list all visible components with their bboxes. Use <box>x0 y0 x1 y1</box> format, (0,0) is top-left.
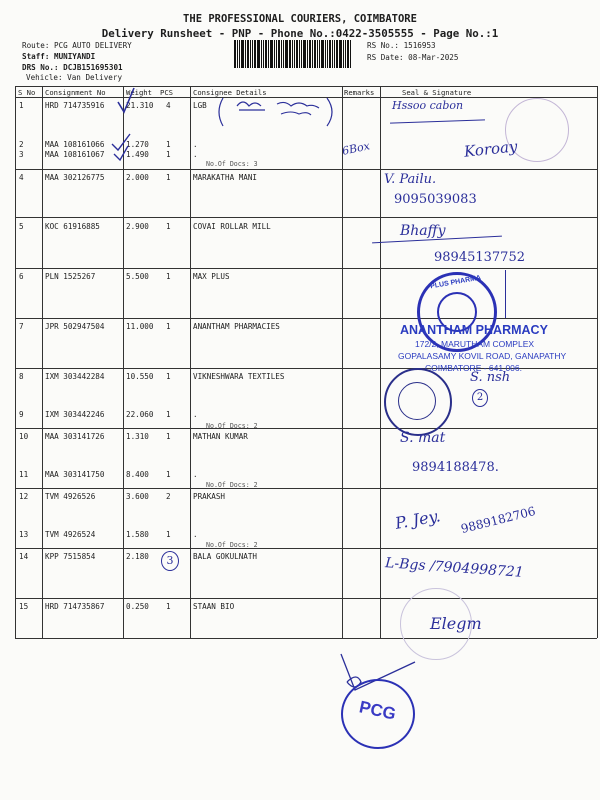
cell-weight: 2.000 <box>126 173 149 182</box>
cell-pcs: 4 <box>166 101 171 110</box>
barcode-bar <box>350 40 351 68</box>
checkmark-icons <box>110 82 150 192</box>
col-header-remarks: Remarks <box>344 88 375 97</box>
barcode-bar <box>301 40 302 68</box>
barcode <box>234 40 354 68</box>
staff-line <box>22 52 95 61</box>
cell-sno: 5 <box>19 222 24 231</box>
staff-value: MUNIYANDI <box>54 52 96 61</box>
cell-pcs: 1 <box>166 222 171 231</box>
barcode-bar <box>347 40 349 68</box>
pharmacy-stamp-addr1: 172/2, MARUTHAM COMPLEX <box>415 339 535 349</box>
cell-consignee: . <box>193 140 198 149</box>
cell-sno: 14 <box>19 552 29 561</box>
barcode-bar <box>292 40 293 68</box>
cell-sno: 3 <box>19 150 24 159</box>
consignee-scribble <box>215 96 345 130</box>
vehicle-line <box>26 73 122 82</box>
cell-pcs: 1 <box>166 272 171 281</box>
table-top-rule <box>15 86 597 87</box>
cell-sno: 2 <box>19 140 24 149</box>
rs-date-value: 08-Mar-2025 <box>408 53 459 62</box>
signature-row5-phone: 98945137752 <box>434 250 525 265</box>
cell-consignee: COVAI ROLLAR MILL <box>193 222 271 231</box>
cell-consignee: STAAN BIO <box>193 602 235 611</box>
column-rule <box>15 86 16 638</box>
cell-weight: 1.310 <box>126 432 149 441</box>
barcode-bar <box>314 40 316 68</box>
pcg-stamp <box>341 679 415 749</box>
cell-pcs: 1 <box>166 372 171 381</box>
cell-consignee: . <box>193 150 198 159</box>
row-rule <box>15 488 597 489</box>
docs-count: No.Of Docs: 2 <box>206 481 258 489</box>
row-rule <box>15 217 597 218</box>
cell-weight: 21.310 <box>126 101 154 110</box>
column-rule <box>190 86 191 638</box>
vikneshwara-stamp <box>384 368 452 436</box>
barcode-bar <box>241 40 244 68</box>
barcode-bar <box>265 40 267 68</box>
barcode-bar <box>329 40 331 68</box>
vehicle-label: Vehicle: <box>26 73 63 82</box>
signature-row10-phone: 9894188478. <box>412 460 499 475</box>
cell-consignee: MARAKATHA MANI <box>193 173 258 182</box>
barcode-bar <box>299 40 300 68</box>
barcode-bar <box>283 40 284 68</box>
barcode-bar <box>321 40 324 68</box>
cell-sno: 15 <box>19 602 29 611</box>
signature-underline <box>390 119 485 123</box>
row-rule <box>15 318 597 319</box>
barcode-bar <box>325 40 326 68</box>
barcode-bar <box>237 40 238 68</box>
cell-pcs: 1 <box>166 432 171 441</box>
rs-date-label: RS Date: <box>367 53 404 62</box>
cell-weight: 3.600 <box>126 492 149 501</box>
checkmark-icon <box>118 88 134 112</box>
column-rule <box>342 86 343 638</box>
cell-cn: HRD 714735916 <box>45 101 105 110</box>
column-rule <box>597 86 598 638</box>
column-rule <box>42 86 43 638</box>
barcode-bar <box>261 40 262 68</box>
cell-weight: 8.400 <box>126 470 149 479</box>
col-header-weight: Weight <box>126 88 152 97</box>
barcode-bar <box>345 40 346 68</box>
cell-cn: MAA 108161067 <box>45 150 105 159</box>
signature-row12-name: P. Jey. <box>393 506 442 533</box>
staff-label: Staff: <box>22 52 50 61</box>
barcode-bar <box>327 40 328 68</box>
cell-cn: JPR 502947504 <box>45 322 105 331</box>
drs-label: DRS No.: <box>22 63 59 72</box>
cell-consignee: . <box>193 530 198 539</box>
cell-cn: IXM 303442246 <box>45 410 105 419</box>
cell-sno: 6 <box>19 272 24 281</box>
cell-sno: 11 <box>19 470 29 479</box>
cell-consignee: MATHAN KUMAR <box>193 432 248 441</box>
cell-pcs: 1 <box>166 173 171 182</box>
col-header-pcs: PCS <box>160 88 173 97</box>
cell-pcs: 1 <box>166 410 171 419</box>
barcode-bar <box>254 40 256 68</box>
cell-consignee: ANANTHAM PHARMACIES <box>193 322 280 331</box>
rs-no-line <box>367 41 436 50</box>
barcode-bar <box>303 40 306 68</box>
barcode-bar <box>263 40 264 68</box>
barcode-bar <box>332 40 333 68</box>
barcode-bar <box>285 40 288 68</box>
route-line <box>22 41 132 50</box>
cell-cn: PLN 1525267 <box>45 272 96 281</box>
cell-weight: 1.270 <box>126 140 149 149</box>
cell-sno: 12 <box>19 492 29 501</box>
pharmacy-stamp-addr2: GOPALASAMY KOVIL ROAD, GANAPATHY <box>398 351 567 361</box>
cell-pcs: 1 <box>166 150 171 159</box>
cell-cn: TVM 4926526 <box>45 492 96 501</box>
cell-weight: 2.900 <box>126 222 149 231</box>
signature-row15: Elegm <box>430 614 482 633</box>
cell-consignee: PRAKASH <box>193 492 226 501</box>
row-rule <box>15 268 597 269</box>
cell-cn: TVM 4926524 <box>45 530 96 539</box>
barcode-bar <box>276 40 277 68</box>
cell-weight: 22.060 <box>126 410 154 419</box>
cell-weight: 2.180 <box>126 552 149 561</box>
cell-pcs: 2 <box>166 492 171 501</box>
barcode-bar <box>307 40 308 68</box>
drs-value: DCJB151695301 <box>63 63 123 72</box>
cell-sno: 9 <box>19 410 24 419</box>
cell-sno: 10 <box>19 432 29 441</box>
col-header-consignment: Consignment No <box>45 88 106 97</box>
cell-pcs: 1 <box>166 470 171 479</box>
cell-pcs: 1 <box>166 322 171 331</box>
company-title: THE PROFESSIONAL COURIERS, COIMBATORE <box>183 13 417 25</box>
circled-pcs: 3 <box>161 551 179 571</box>
signature-row12-phone: 9889182706 <box>459 503 537 537</box>
signature-row8: S. nsh <box>470 370 511 385</box>
cell-cn: HRD 714735867 <box>45 602 105 611</box>
barcode-bar <box>245 40 246 68</box>
col-header-seal-signature: Seal & Signature <box>402 88 472 97</box>
cell-cn: MAA 302126775 <box>45 173 105 182</box>
vehicle-value: Van Delivery <box>67 73 123 82</box>
cell-sno: 13 <box>19 530 29 539</box>
vikneshwara-stamp-inner <box>398 382 436 420</box>
barcode-bar <box>336 40 338 68</box>
barcode-bar <box>309 40 311 68</box>
barcode-bar <box>312 40 313 68</box>
barcode-bar <box>247 40 249 68</box>
col-header-sno: S No <box>18 88 36 97</box>
docs-count: No.Of Docs: 2 <box>206 541 258 549</box>
rs-no-value: 1516953 <box>403 41 436 50</box>
barcode-bar <box>239 40 240 68</box>
signature-row4-name: V. Pailu. <box>384 172 437 187</box>
barcode-bar <box>319 40 320 68</box>
cell-sno: 4 <box>19 173 24 182</box>
route-value: PCG AUTO DELIVERY <box>54 41 132 50</box>
cell-pcs: 1 <box>166 530 171 539</box>
barcode-bar <box>268 40 269 68</box>
barcode-bar <box>334 40 335 68</box>
circled-number: 2 <box>472 389 488 407</box>
barcode-bar <box>274 40 275 68</box>
runsheet-subtitle: Delivery Runsheet - PNP - Phone No.:0422-3505555 - Page No.:1 <box>101 27 499 40</box>
cell-sno: 1 <box>19 101 24 110</box>
pcg-stamp-text: PCG <box>357 697 398 724</box>
row-rule <box>15 598 597 599</box>
cell-sno: 8 <box>19 372 24 381</box>
cell-cn: MAA 303141726 <box>45 432 105 441</box>
row-rule <box>15 548 597 549</box>
pharmacy-stamp-name: ANANTHAM PHARMACY <box>400 323 548 337</box>
cell-cn: MAA 108161066 <box>45 140 105 149</box>
cell-consignee: LGB <box>193 101 207 110</box>
maxplus-stamp-text: PLUS PHARMA <box>429 274 482 291</box>
cell-pcs: 1 <box>166 602 171 611</box>
pharmacy-stamp-addr3: COIMBATORE - 641 006. <box>425 363 522 373</box>
rs-date-line <box>367 53 458 62</box>
cell-pcs: 1 <box>166 140 171 149</box>
barcode-bar <box>339 40 342 68</box>
remark-handwriting: 6Box <box>340 139 371 158</box>
drs-line <box>22 63 123 72</box>
barcode-bar <box>296 40 298 68</box>
barcode-bar <box>250 40 251 68</box>
signature-row10-name: S. mat <box>400 430 446 446</box>
cell-cn: KPP 7515854 <box>45 552 96 561</box>
cell-weight: 0.250 <box>126 602 149 611</box>
barcode-bar <box>294 40 295 68</box>
cell-consignee: . <box>193 470 198 479</box>
cell-consignee: BALA GOKULNATH <box>193 552 258 561</box>
cell-weight: 10.550 <box>126 372 154 381</box>
barcode-bar <box>234 40 236 68</box>
barcode-bar <box>252 40 253 68</box>
docs-count: No.Of Docs: 2 <box>206 422 258 430</box>
route-label: Route: <box>22 41 50 50</box>
signature-row1-b: Koroay <box>463 137 519 161</box>
barcode-bar <box>278 40 280 68</box>
column-rule <box>380 86 381 638</box>
cell-consignee: MAX PLUS <box>193 272 230 281</box>
barcode-bar <box>289 40 291 68</box>
docs-count: No.Of Docs: 3 <box>206 160 258 168</box>
cell-cn: MAA 303141750 <box>45 470 105 479</box>
row-rule <box>15 169 597 170</box>
cell-cn: IXM 303442284 <box>45 372 105 381</box>
cell-weight: 5.500 <box>126 272 149 281</box>
signature-row6-stroke <box>505 270 506 318</box>
signature-row1-a: Hssoo cabon <box>392 99 464 112</box>
barcode-bar <box>281 40 282 68</box>
cell-weight: 1.580 <box>126 530 149 539</box>
cell-consignee: . <box>193 410 198 419</box>
row-rule <box>15 428 597 429</box>
signature-row14: L-Bgs /7904998721 <box>384 555 525 581</box>
row-rule <box>15 638 597 639</box>
cell-weight: 11.000 <box>126 322 154 331</box>
cell-cn: KOC 61916885 <box>45 222 100 231</box>
cell-sno: 7 <box>19 322 24 331</box>
barcode-bar <box>343 40 344 68</box>
col-header-consignee: Consignee Details <box>193 88 267 97</box>
cell-weight: 1.490 <box>126 150 149 159</box>
barcode-bar <box>317 40 318 68</box>
rs-no-label: RS No.: <box>367 41 400 50</box>
signature-row4-phone: 9095039083 <box>394 192 477 207</box>
barcode-bar <box>270 40 273 68</box>
cell-consignee: VIKNESHWARA TEXTILES <box>193 372 285 381</box>
signature-row5-name: Bhaffy <box>400 223 446 239</box>
barcode-bar <box>257 40 260 68</box>
